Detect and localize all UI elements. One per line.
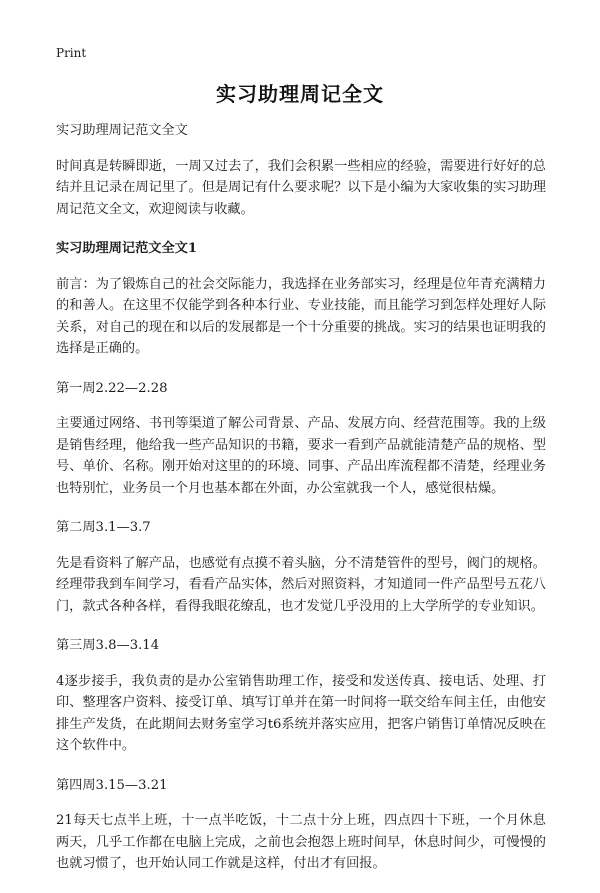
preface-paragraph: 前言：为了锻炼自己的社会交际能力，我选择在业务部实习，经理是位年青充满精力的和善人。在这里不仅能学到各种本行业、专业技能，而且能学习到怎样处理好人际关系，对自己的现在和以后的发展都是一个十分重要的挑战。实习的结果也证明我的选择是正确的。 [56,276,546,356]
week-3-text: 4逐步接手，我负责的是办公室销售助理工作，接受和发送传真、接电话、处理、打印、整理客户资料、接受订单、填写订单并在第一时间将一联交给车间主任，由他安排生产发货，在此期间去财务室学习t6系统并落实应用，把客户销售订单情况反映在这个软件中。 [56,673,546,753]
week-1-label: 第一周2.22—2.28 [56,380,168,396]
week-1-text: 主要通过网络、书刊等渠道了解公司背景、产品、发展方向、经营范围等。我的上级是销售经理，他给我一些产品知识的书籍，要求一看到产品就能清楚产品的规格、型号、单价、名称。刚开始对这里的的环境、同事、产品出库流程都不清楚，经理业务也特别忙，业务员一个月也基本都在外面，办公室就我一个人，感觉很枯燥。 [56,416,546,496]
week-4-text: 21每天七点半上班，十一点半吃饭，十二点十分上班，四点四十下班，一个月休息两天，几乎工作都在电脑上完成，之前也会抱怨上班时间早，休息时间少，可慢慢的也就习惯了，也开始认同工作就是这样，付出才有回报。 [56,813,546,871]
week-2-label: 第二周3.1—3.7 [56,520,151,535]
week-2-text: 先是看资料了解产品，也感觉有点摸不着头脑，分不清楚管件的型号，阀门的规格。经理带我到车间学习，看看产品实体，然后对照资料，才知道同一件产品型号五花八门，款式各种各样，看得我眼花缭乱，也才发觉几乎没用的上大学所学的专业知识。 [56,555,546,614]
page-title: 实习助理周记全文 [216,82,384,106]
week-3-label: 第三周3.8—3.14 [56,638,160,653]
section-heading: 实习助理周记范文全文1 [56,241,198,256]
intro-paragraph: 时间真是转瞬即逝，一周又过去了，我们会积累一些相应的经验，需要进行好好的总结并且记录在周记里了。但是周记有什么要求呢？以下是小编为大家收集的实习助理周记范文全文，欢迎阅读与收藏。 [56,158,546,217]
print-link[interactable]: Print [56,46,87,60]
document-body [56,120,546,893]
document-subtitle: 实习助理周记范文全文 [56,123,188,138]
week-4-label: 第四周3.15—3.21 [56,777,168,793]
